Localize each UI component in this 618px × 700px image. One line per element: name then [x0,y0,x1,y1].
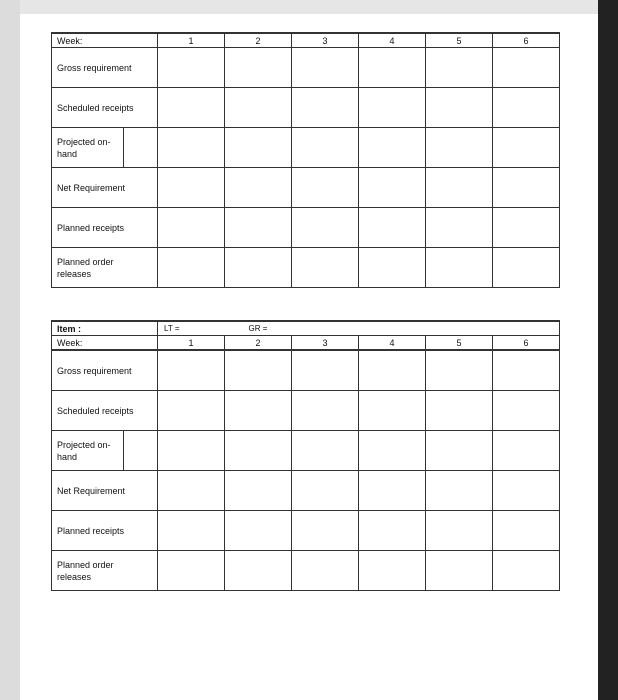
row-label-projected-on-hand [52,431,123,470]
cell[interactable] [493,551,560,591]
item-label: Item : [52,321,158,336]
table-row [52,168,560,208]
cell[interactable] [292,48,359,88]
week-6: 6 [493,33,560,48]
cell[interactable] [158,248,225,288]
week-5: 5 [426,336,493,351]
cell[interactable] [493,391,560,431]
item-header-blank [359,321,426,336]
cell[interactable] [493,128,560,168]
left-margin [0,0,20,700]
week-header-row [52,336,560,351]
row-label-planned-order-releases: Planned order releases [52,248,158,288]
row-label-text: Projected on- hand [57,439,111,462]
table-row [52,511,560,551]
cell[interactable] [292,88,359,128]
cell[interactable] [225,208,292,248]
cell[interactable] [359,511,426,551]
cell[interactable] [426,431,493,471]
cell[interactable] [426,208,493,248]
week-2: 2 [225,33,292,48]
cell[interactable] [158,391,225,431]
cell[interactable] [493,350,560,391]
mrp-table-2 [51,320,560,591]
table-row [52,551,560,591]
cell[interactable] [426,88,493,128]
cell[interactable] [225,168,292,208]
row-label-net-requirement: Net Requirement [52,471,158,511]
cell[interactable] [359,551,426,591]
cell[interactable] [158,48,225,88]
cell[interactable] [158,168,225,208]
mrp-table-1 [51,32,560,288]
item-header-blank [426,321,493,336]
cell[interactable] [359,48,426,88]
week-4: 4 [359,33,426,48]
cell[interactable] [225,391,292,431]
table-row [52,471,560,511]
cell[interactable] [426,391,493,431]
row-label-planned-receipts: Planned receipts [52,511,158,551]
cell[interactable] [158,431,225,471]
cell[interactable] [359,471,426,511]
initial-on-hand-box[interactable] [123,128,157,167]
cell[interactable] [426,128,493,168]
table-row [52,88,560,128]
cell[interactable] [426,551,493,591]
cell[interactable] [292,208,359,248]
cell[interactable] [158,128,225,168]
lt-label: LT = [158,321,225,336]
cell[interactable] [158,471,225,511]
cell[interactable] [225,511,292,551]
cell[interactable] [225,248,292,288]
cell[interactable] [359,431,426,471]
item-header-row [52,321,560,336]
cell[interactable] [493,88,560,128]
cell[interactable] [426,511,493,551]
row-label-scheduled-receipts: Scheduled receipts [52,88,158,128]
cell[interactable] [225,128,292,168]
cell[interactable] [292,350,359,391]
cell[interactable] [158,88,225,128]
cell[interactable] [225,431,292,471]
initial-on-hand-box[interactable] [123,431,157,470]
table-row [52,48,560,88]
week-2: 2 [225,336,292,351]
cell[interactable] [359,391,426,431]
cell[interactable] [158,551,225,591]
cell[interactable] [292,551,359,591]
week-4: 4 [359,336,426,351]
row-label-gross-requirement: Gross requirement [52,350,158,391]
cell[interactable] [158,208,225,248]
table-row [52,248,560,288]
week-header-row [52,33,560,48]
table-row [52,391,560,431]
table-row [52,128,560,168]
row-label-planned-receipts: Planned receipts [52,208,158,248]
cell[interactable] [158,350,225,391]
item-header-blank [292,321,359,336]
cell[interactable] [426,168,493,208]
cell[interactable] [292,471,359,511]
cell[interactable] [493,168,560,208]
cell[interactable] [426,350,493,391]
cell[interactable] [292,391,359,431]
cell[interactable] [292,128,359,168]
top-margin [20,0,598,14]
gr-label: GR = [225,321,292,336]
row-label-projected-on-hand-cell [52,128,158,168]
week-1: 1 [158,33,225,48]
week-label: Week: [52,33,158,48]
row-label-planned-order-releases: Planned order releases [52,551,158,591]
table-row [52,431,560,471]
cell[interactable] [493,48,560,88]
row-label-scheduled-receipts: Scheduled receipts [52,391,158,431]
cell[interactable] [359,248,426,288]
cell[interactable] [225,48,292,88]
row-label-net-requirement: Net Requirement [52,168,158,208]
item-header-blank [493,321,560,336]
cell[interactable] [292,248,359,288]
row-label-gross-requirement: Gross requirement [52,48,158,88]
right-scrollbar-track[interactable] [598,0,618,700]
table-row [52,208,560,248]
week-3: 3 [292,336,359,351]
week-3: 3 [292,33,359,48]
cell[interactable] [292,511,359,551]
cell[interactable] [493,471,560,511]
table-row [52,350,560,391]
cell[interactable] [158,511,225,551]
cell[interactable] [225,471,292,511]
cell[interactable] [493,208,560,248]
cell[interactable] [225,551,292,591]
cell[interactable] [359,350,426,391]
row-label-text: Projected on- hand [57,136,111,159]
cell[interactable] [359,208,426,248]
cell[interactable] [292,431,359,471]
week-5: 5 [426,33,493,48]
cell[interactable] [426,48,493,88]
row-label-projected-on-hand-cell [52,431,158,471]
cell[interactable] [359,168,426,208]
cell[interactable] [292,168,359,208]
cell[interactable] [426,248,493,288]
cell[interactable] [359,128,426,168]
week-6: 6 [493,336,560,351]
cell[interactable] [493,248,560,288]
row-label-projected-on-hand [52,128,123,167]
cell[interactable] [493,431,560,471]
cell[interactable] [225,350,292,391]
cell[interactable] [493,511,560,551]
cell[interactable] [426,471,493,511]
week-1: 1 [158,336,225,351]
week-label: Week: [52,336,158,351]
cell[interactable] [225,88,292,128]
cell[interactable] [359,88,426,128]
